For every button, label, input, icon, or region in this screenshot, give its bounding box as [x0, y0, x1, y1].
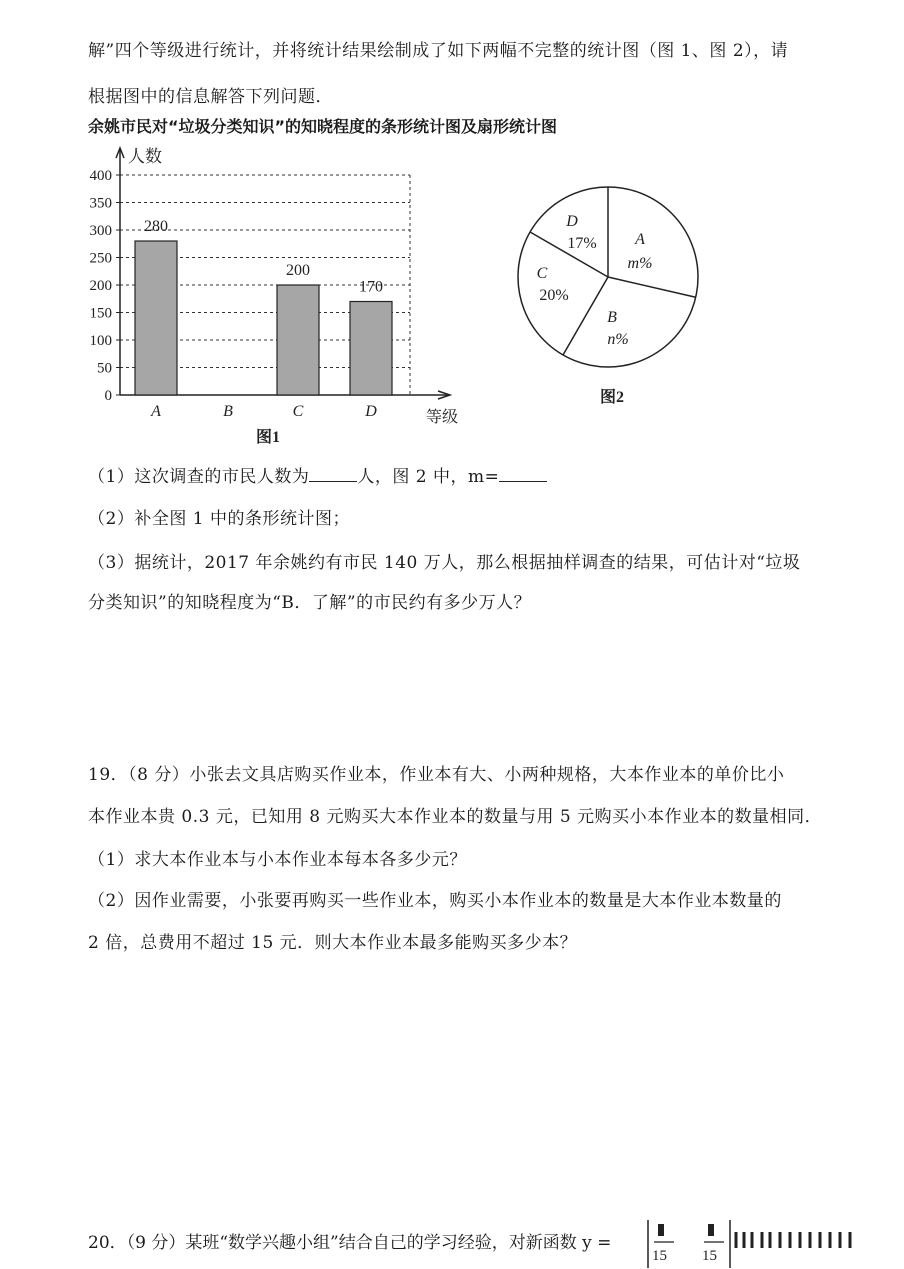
pie-slice-value-C: 20% [539, 287, 569, 304]
y-tick-label: 100 [89, 333, 112, 349]
y-tick-label: 50 [97, 360, 112, 377]
pie-slice-value-D: 17% [567, 235, 597, 252]
intro-line-1: 解”四个等级进行统计，并将统计结果绘制成了如下两幅不完整的统计图（图 1、图 2），请 [88, 41, 789, 61]
q20-denominator-1: 15 [652, 1248, 667, 1264]
pie-slice-label-C: C [536, 265, 548, 282]
x-axis-label: 等级 [426, 409, 459, 426]
answer-blank-count [309, 467, 357, 482]
bar-value-label-A: 280 [144, 218, 168, 235]
q18-3-line-2: 分类知识”的知晓程度为“B．了解”的市民约有多少万人？ [88, 593, 532, 613]
q18-2: （2）补全图 1 中的条形统计图； [88, 509, 350, 529]
bar-value-label-D: 170 [359, 278, 383, 296]
chart-caption-fig2: 图2 [599, 389, 625, 406]
chart-title: 余姚市民对“垃圾分类知识”的知晓程度的条形统计图及扇形统计图 [88, 117, 558, 136]
bar-C [277, 285, 319, 395]
q19-line-1: 19．（8 分）小张去文具店购买作业本，作业本有大、小两种规格，大本作业本的单价比小 [88, 765, 785, 785]
y-axis-label: 人数 [128, 147, 162, 166]
q19-1: （1）求大本作业本与小本作业本每本各多少元？ [88, 850, 467, 870]
q20-denominator-2: 15 [702, 1248, 717, 1264]
y-tick-label: 200 [89, 278, 112, 294]
q18-3-line-1: （3）据统计，2017 年余姚约有市民 140 万人，那么根据抽样调查的结果，可估计对“垃圾 [88, 553, 801, 573]
pie-slice-value-B: n% [607, 331, 629, 348]
y-tick-label: 250 [89, 250, 112, 267]
q19-2-line-1: （2）因作业需要，小张要再购买一些作业本，购买小本作业本的数量是大本作业本数量的 [88, 891, 782, 911]
pie-slice-value-A: m% [627, 255, 653, 272]
bar-D [350, 302, 392, 396]
bar-A [135, 241, 177, 395]
bar-value-label-C: 200 [286, 262, 310, 279]
pie-slice-label-A: A [635, 231, 645, 248]
q19-line-2: 本作业本贵 0.3 元，已知用 8 元购买大本作业本的数量与用 5 元购买小本作业本的数量相同． [88, 807, 823, 827]
y-tick-label: 400 [89, 168, 112, 184]
x-tick-label-A: A [151, 403, 161, 420]
x-tick-label-C: C [292, 403, 304, 420]
y-tick-label: 300 [89, 223, 112, 239]
q18-1-text-a: （1）这次调查的市民人数为 [88, 467, 310, 487]
x-tick-label-B: B [223, 403, 233, 420]
pie-slice-label-B: B [607, 309, 617, 326]
pie-slice-label-D: D [566, 213, 578, 230]
q18-1 [88, 462, 547, 487]
intro-line-2: 根据图中的信息解答下列问题． [88, 87, 333, 107]
y-tick-label: 350 [89, 195, 112, 212]
y-tick-label: 0 [104, 388, 112, 404]
q19-2-line-2: 2 倍，总费用不超过 15 元．则大本作业本最多能购买多少本？ [88, 933, 578, 953]
x-tick-label-D: D [365, 403, 377, 420]
answer-blank-m [499, 467, 547, 482]
y-tick-label: 150 [89, 305, 112, 322]
chart-caption-fig1: 图1 [255, 429, 281, 446]
bar-chart [80, 140, 480, 450]
pie-chart [508, 182, 708, 407]
q18-1-text-b: 人，图 2 中，m= [357, 467, 500, 487]
q20-text: 20．（9 分）某班“数学兴趣小组”结合自己的学习经验，对新函数 y = [88, 1233, 612, 1253]
q20-formula-fraction [640, 1218, 904, 1269]
